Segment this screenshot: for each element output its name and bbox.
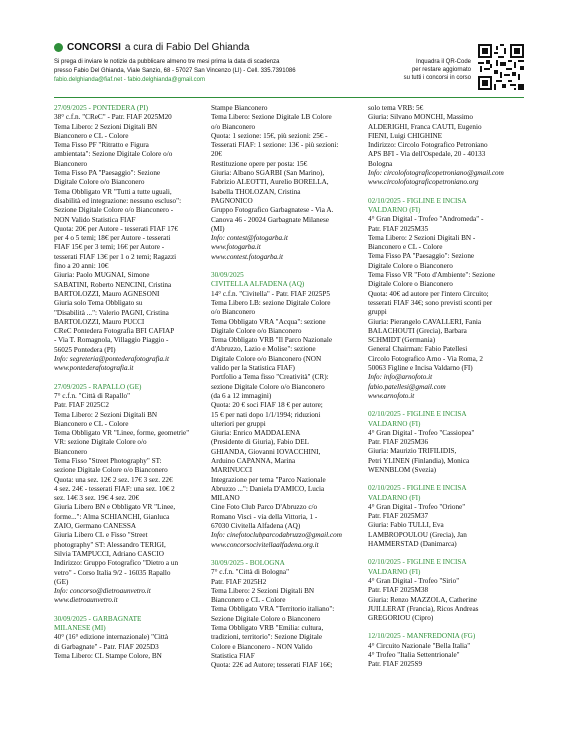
contest-date-location: 12/10/2025 - MANFREDONIA (FG) [368, 632, 476, 641]
contest-contact-link[interactable]: www.concorsocivitellaalfadena.org.it [211, 540, 319, 549]
contest-detail-line: Bianconero e CL - Colore [54, 419, 129, 428]
contest-detail-line: Sezione Digitale Colore o Bianconero [211, 614, 321, 623]
contest-detail-line: GHIANDA, Giovanni IOVACCHINI, [211, 447, 321, 456]
contest-detail-line: FIAF 15€ per 3 temi; 16€ per Autore - [54, 243, 165, 252]
contest-detail-line: Arduino CAPANNA, Marina [211, 456, 296, 465]
contest-detail-line: Quota: una sez. 12€ 2 sez. 17€ 3 sez. 22€ [54, 475, 173, 484]
contest-detail-line: Patr. FIAF 2025M35 [368, 224, 429, 233]
contest-detail-line: 14° c.f.n. "Civitella" - Patr. FIAF 2025P5 [211, 289, 330, 298]
contest-detail-line: Colore e Bianconero - NON Valido [211, 642, 313, 651]
contest-detail-line: Tema Libero: 2 Sezioni Digitali BN - [368, 233, 476, 242]
contest-detail-line: Digitale Colore o Bianconero [368, 280, 453, 289]
contest-detail-line: ALDERIGHI, Franca CAUTI, Eugenio [368, 122, 482, 131]
contest-detail-line: BALACHOUTI (Grecia), Barbara [368, 326, 467, 335]
contest-detail-line: Tema Obbligato VRA "Territorio italiano": [211, 605, 335, 614]
contest-detail-line: tradizioni, territorio": Sezione Digitale [211, 633, 323, 642]
contest-detail-line: BARTOLOZZI, Mauro AGNESONI [54, 289, 160, 298]
contest-detail-line: Tema Libero LB: sezione Digitale Colore [211, 298, 331, 307]
qr-code-icon[interactable] [478, 44, 524, 90]
contest-detail-line: Integrazione per tema "Parco Nazionale [211, 475, 326, 484]
contest-detail-line: Romano Visci - via della Vittoria, 1 - [211, 512, 318, 521]
contest-detail-line: Canova 46 - 20024 Garbagnate Milanese [211, 215, 329, 224]
contest-contact-link[interactable]: Info: circolofotograficopetroniano@gmail.com [368, 169, 504, 178]
contest-detail-line: Giuria solo Tema Obbligato su [54, 299, 143, 308]
contest-detail-line: APS BFI - Via dell'Ospedale, 20 - 40133 [368, 150, 486, 159]
entry-spacer [211, 262, 367, 271]
contest-detail-line: LAMBROPOULOU (Grecia), Jan [368, 530, 467, 539]
contest-detail-line: 4° Gran Digital - Trofeo "Orione" [368, 502, 466, 511]
contest-date-location: 30/09/2025 - GARBAGNATE [54, 614, 142, 623]
contest-detail-line: per 4 o 5 temi; 18€ per Autore - tesserati [54, 234, 171, 243]
column-left [54, 104, 210, 661]
intro-notice [54, 58, 384, 85]
contest-detail-line: Giuria: Paolo MUGNAI, Simone [54, 271, 150, 280]
intro-line: Si prega di inviare le notizie da pubblicare almeno tre mesi prima la data di scadenza [54, 59, 280, 65]
section-title-row [54, 42, 524, 53]
contest-detail-line: Digitale Colore o/o Bianconero [211, 326, 302, 335]
contest-detail-line: SCHMIDT (Germania) [368, 336, 436, 345]
contest-detail-line: Tema Libero: CL Stampe Colore, BN [54, 651, 162, 660]
contest-detail-line: 56025 Pontedera (PI) [54, 345, 116, 354]
contest-detail-line: Giuria Libero CL e Fisso "Street [54, 531, 148, 540]
contest-detail-line: (MI) [211, 224, 225, 233]
contest-detail-line: Tema Fisso PF "Ritratto e Figura [54, 141, 149, 150]
entry-spacer [368, 475, 524, 484]
contest-detail-line: Digitale Colore o/o Bianconero (NON [211, 354, 322, 363]
contest-detail-line: valido per la Statistica FIAF) [211, 364, 295, 373]
contest-detail-line: Quota: 22€ ad Autore; tesserati FIAF 16€; [211, 661, 333, 670]
contest-detail-line: Giuria: Fabio TULLI, Eva [368, 521, 444, 530]
contest-date-location: 02/10/2025 - FIGLINE E INCISA [368, 196, 467, 205]
contest-detail-line: Bianconero [54, 159, 88, 168]
entry-spacer [368, 623, 524, 632]
contest-detail-line: vetro" - Corso Italia 9/2 - 16035 Rapallo [54, 568, 171, 577]
contest-detail-line: Giuria: Maurizio TRIFILIDIS, [368, 447, 457, 456]
contest-date-location: VALDARNO (FI) [368, 493, 421, 502]
contest-detail-line: tesserati FIAF 34€; sono previsti sconti per [368, 298, 493, 307]
contest-detail-line: Tema Libero: 2 Sezioni Digitali BN [211, 586, 315, 595]
entry-spacer [368, 188, 524, 197]
contest-detail-line: HAMMERSTAD (Danimarca) [368, 540, 457, 549]
entry-spacer [211, 550, 367, 559]
contest-detail-line: Patr. FIAF 2025S9 [368, 660, 423, 669]
contest-date-location: 02/10/2025 - FIGLINE E INCISA [368, 410, 467, 419]
contest-detail-line: Portfolio a Tema fisso "Creatività" (CR): [211, 373, 329, 382]
contest-contact-link[interactable]: Info: contest@fotogarba.it [211, 234, 288, 243]
contest-detail-line: 20€ [211, 150, 222, 159]
contest-detail-line: Quota: 1 sezione: 15€, più sezioni: 25€ - [211, 131, 328, 140]
contest-detail-line: Tema Obbligato VRA "Acqua": sezione [211, 317, 326, 326]
header [54, 42, 524, 53]
contest-detail-line: Patr. FIAF 2025M37 [368, 512, 429, 521]
contest-contact-link[interactable]: Info: info@arnofoto.it [368, 373, 433, 382]
contest-date-location: VALDARNO (FI) [368, 205, 421, 214]
contest-detail-line: 67030 Civitella Alfadena (AQ) [211, 522, 301, 531]
contest-detail-line: 4 sez. 24€ - tesserati FIAF: una sez. 10€ 2 [54, 484, 175, 493]
header-divider [54, 97, 524, 98]
green-dot-icon [54, 43, 63, 52]
contest-detail-line: Patr. FIAF 2025M38 [368, 586, 429, 595]
contest-detail-line: FIENI, Luigi CHIGHINE [368, 131, 443, 140]
contest-detail-line: Quota: 20€ per Autore - tesserati FIAF 17€ [54, 224, 178, 233]
contest-date-location: 30/09/2025 - BOLOGNA [211, 558, 285, 567]
contest-detail-line: Digitale Colore o Bianconero [368, 261, 453, 270]
contest-detail-line: Tema Libero: 2 Sezioni Digitali BN [54, 410, 158, 419]
contest-detail-line: Sezione Digitale Colore o/o Bianconero - [54, 206, 174, 215]
contest-detail-line: Indirizzo: Circolo Fotografico Petroniano [368, 141, 488, 150]
contest-detail-line: o/o Bianconero [211, 122, 256, 131]
contest-detail-line: JUILLERAT (Francia), Ricos Andreas [368, 604, 479, 613]
contest-detail-line: Bologna [368, 159, 393, 168]
contest-detail-line: Tema Fisso "Street Photography" ST: [54, 456, 162, 465]
contest-detail-line: (Presidente di Giuria), Fabio DEL [211, 438, 310, 447]
contest-detail-line: Patr. FIAF 2025H2 [211, 577, 267, 586]
contest-detail-line: Silvia TAMPUCCI, Adriano CASCIO [54, 549, 164, 558]
contest-detail-line: "Disabilità ...": Valerio PAGNI, Cristina [54, 308, 169, 317]
contest-detail-line: Bianconero [54, 447, 88, 456]
contest-contact-link[interactable]: www.pontederafotografia.it [54, 364, 134, 373]
contest-date-location: 02/10/2025 - FIGLINE E INCISA [368, 558, 467, 567]
qr-caption [389, 58, 471, 82]
contest-detail-line: Tema Libero: Sezione Digitale LB Colore [211, 113, 332, 122]
contest-contact-link[interactable]: www.contest.fotogarba.it [211, 252, 283, 261]
contest-detail-line: Restituzione opere per posta: 15€ [211, 159, 308, 168]
contest-detail-line: MARINUCCI [211, 466, 253, 475]
contest-date-location: 30/09/2025 [211, 271, 244, 280]
contest-detail-line: fino a 20 anni: 10€ [54, 262, 109, 271]
contest-contact-link[interactable]: www.fotogarba.it [211, 243, 261, 252]
contest-detail-line: Patr. FIAF 2025M36 [368, 438, 429, 447]
contest-detail-line: gruppi [368, 308, 387, 317]
contest-detail-line: PAGNONICO [211, 196, 253, 205]
contest-detail-line: sezione Digitale Colore o/o Bianconero [211, 382, 325, 391]
contest-date-location: 27/09/2025 - PONTEDERA (PI) [54, 104, 149, 112]
contest-detail-line: Abruzzo ...": Daniela D'AMICO, Lucia [211, 484, 325, 493]
contest-detail-line: sez. 14€ 3 sez. 19€ 4 sez. 20€ [54, 494, 140, 503]
contest-detail-line: Giuria Libero BN e Obbligato VR "Linee, [54, 503, 176, 512]
contest-date-location: 27/09/2025 - RAPALLO (GE) [54, 382, 142, 391]
contest-detail-line: (da 6 a 12 immagini) [211, 391, 272, 400]
contest-detail-line: 38° c.f.n. "CReC" - Patr. FIAF 2025M20 [54, 113, 172, 122]
qr-caption-line: Inquadra il QR-Code [415, 59, 471, 65]
contest-detail-line: Giuria: Albano SGARBI (San Marino), [211, 169, 325, 178]
contest-date-location: CIVITELLA ALFADENA (AQ) [211, 280, 305, 289]
contest-detail-line: Tema Obbligato VR "Tutti a tutte uguali, [54, 187, 172, 196]
contest-date-location: 02/10/2025 - FIGLINE E INCISA [368, 484, 467, 493]
contest-detail-line: 7° c.f.n. "Città di Bologna" [211, 568, 290, 577]
contest-detail-line: 4° Gran Digital - Trofeo "Sirio" [368, 576, 460, 585]
contest-detail-line: NON Valido Statistica FIAF [54, 215, 136, 224]
contest-detail-line: Giuria: Enrico MADDALENA [211, 429, 301, 438]
entry-spacer [54, 606, 210, 615]
contest-contact-link[interactable]: www.dietroaunvetro.it [54, 596, 118, 605]
contest-detail-line: Giuria: Pierangelo CAVALLERI, Fania [368, 317, 482, 326]
contest-detail-line: disabilità ed integrazione: nessuno escluso": [54, 196, 182, 205]
contest-detail-line: Tema Obbligato VRB "Emilia: cultura, [211, 624, 324, 633]
contest-contact-link[interactable]: Info: concorso@dietroaunvetro.it [54, 587, 151, 596]
contest-detail-line: ambientata": Sezione Digitale Colore o/o [54, 150, 173, 159]
contest-detail-line: sezione Digitale Colore o/o Bianconero [54, 466, 168, 475]
contest-detail-line: Gruppo Fotografico Garbagnatese - Via A. [211, 206, 334, 215]
contest-detail-line: CReC Pontedera Fotografia BFI CAFIAP [54, 327, 175, 336]
contest-detail-line: Quota: 40€ ad autore per l'intero Circuito; [368, 289, 489, 298]
contest-detail-line: Tema Libero: 2 Sezioni Digitali BN [54, 122, 158, 131]
contest-detail-line: 15 € per nati dopo 1/1/1994; riduzioni [211, 410, 321, 419]
contest-date-location: VALDARNO (FI) [368, 567, 421, 576]
contest-detail-line: 4° Circuito Nazionale "Bella Italia" [368, 641, 471, 650]
contest-detail-line: photography" ST: Alessandro TERIGI, [54, 540, 166, 549]
qr-caption-line: per restare aggiornato [411, 67, 471, 73]
contest-detail-line: Tema Obbligato VRB "Il Parco Nazionale [211, 336, 333, 345]
entry-spacer [368, 549, 524, 558]
contest-detail-line: d'Abruzzo, Lazio e Molise": sezione [211, 345, 316, 354]
contest-detail-line: Isabella THOLOZAN, Cristina [211, 187, 301, 196]
contest-detail-line: - Via T. Romagnola, Villaggio Piaggio - [54, 336, 169, 345]
section-subtitle: a cura di Fabio Del Ghianda [124, 42, 250, 53]
contest-detail-line: GREGORIOU (Cipro) [368, 614, 434, 623]
column-middle [211, 104, 367, 671]
contest-detail-line: 4° Trofeo "Italia Settentrionale" [368, 651, 460, 660]
intro-emails: fabio.delghianda@fiaf.net - fabio.delghianda@gmail.com [54, 77, 205, 83]
contest-detail-line: Stampe Bianconero [211, 104, 268, 112]
contest-contact-link[interactable]: www.arnofoto.it [368, 391, 415, 400]
contest-detail-line: tesserati FIAF 13€ per 1 o 2 temi; Ragazzi [54, 252, 177, 261]
contest-detail-line: Bianconero e CL - Colore [211, 596, 286, 605]
contest-detail-line: solo tema VRB: 5€ [368, 104, 424, 112]
contest-detail-line: BARTOLOZZI, Mauro PUCCI [54, 317, 145, 326]
contest-detail-line: Giuria: Renzo MAZZOLA, Catherine [368, 595, 477, 604]
contest-contact-link[interactable]: Info: segreteria@pontederafotografia.it [54, 355, 169, 364]
entry-spacer [368, 401, 524, 410]
contest-detail-line: 50063 Figline e Incisa Valdarno (FI) [368, 364, 473, 373]
contest-detail-line: o/o Bianconero [211, 308, 256, 317]
contest-detail-line: Statistica FIAF [211, 651, 255, 660]
contest-detail-line: 7° c.f.n. "Città di Rapallo" [54, 391, 131, 400]
contest-detail-line: Cine Foto Club Parco D'Abruzzo c/o [211, 503, 318, 512]
column-right [368, 104, 524, 670]
contest-detail-line: Patr. FIAF 2025C2 [54, 401, 109, 410]
contest-detail-line: Tema Obbligato VR "Linee, forme, geometrie" [54, 429, 190, 438]
contest-date-location: VALDARNO (FI) [368, 419, 421, 428]
contest-detail-line: Tema Fisso VR "Foto d'Ambiente": Sezione [368, 271, 495, 280]
qr-caption-line: su tutti i concorsi in corso [403, 75, 471, 81]
contest-detail-line: Tema Fisso PA "Paesaggio": Sezione [368, 252, 475, 261]
section-title: CONCORSI [67, 42, 121, 53]
contest-detail-line: 4° Gran Digital - Trofeo "Andromeda" - [368, 215, 484, 224]
contest-contact-link[interactable]: fabio.patellesi@gmail.com [368, 382, 446, 391]
contest-detail-line: forme...": Alma SCHIANCHI, Gianluca [54, 512, 170, 521]
intro-line: presso Fabio Del Ghianda, Viale Sanzio, 68 - 57027 San Vincenzo (LI) - Cell. 335.7391086 [54, 68, 296, 74]
contest-detail-line: VR: sezione Digitale Colore o/o [54, 438, 147, 447]
contest-detail-line: (GE) [54, 577, 69, 586]
contest-detail-line: di Garbagnate" - Patr. FIAF 2025D3 [54, 642, 159, 651]
contest-detail-line: Petri YLINEN (Finlandia), Monica [368, 456, 470, 465]
contest-detail-line: Tema Fisso PA "Paesaggio": Sezione [54, 169, 161, 178]
contest-date-location: MILANESE (MI) [54, 624, 106, 633]
contest-detail-line: Quota: 20 € soci FIAF 18 € per autore; [211, 401, 323, 410]
entry-spacer [54, 374, 210, 383]
contest-detail-line: Tesserati FIAF: 1 sezione: 13€ - più sezioni: [211, 141, 339, 150]
contest-detail-line: MILANO [211, 494, 240, 503]
contest-detail-line: 4° Gran Digital - Trofeo "Cassiopea" [368, 428, 475, 437]
contest-detail-line: Circolo Fotografico Arno - Via Roma, 2 [368, 354, 484, 363]
contest-detail-line: Bianconero e CL - Colore [54, 131, 129, 140]
contest-detail-line: Indirizzo: Gruppo Fotografico "Dietro a un [54, 559, 179, 568]
contest-detail-line: 40° (16° edizione internazionale) "Città [54, 633, 169, 642]
contest-detail-line: ulteriori per gruppi [211, 419, 266, 428]
contest-detail-line: Giuria: Silvano MONCHI, Massimo [368, 113, 474, 122]
contest-contact-link[interactable]: Info: cinefotoclubparcodabruzzo@gmail.com [211, 531, 342, 540]
contest-detail-line: WENNBLOM (Svezia) [368, 465, 437, 474]
contest-detail-line: SABATINI, Roberto NENCINI, Cristina [54, 280, 172, 289]
contest-detail-line: General Chairman: Fabio Patellesi [368, 345, 468, 354]
contest-detail-line: Digitale Colore o/o Bianconero [54, 178, 145, 187]
contest-contact-link[interactable]: www.circolofotograficopetroniano.org [368, 178, 479, 187]
contest-detail-line: Fabrizio ALEOTTI, Aurelio BORELLA, [211, 178, 329, 187]
contest-detail-line: ZAIO, Germano CANESSA [54, 522, 137, 531]
contest-detail-line: Bianconero e CL - Colore [368, 243, 443, 252]
